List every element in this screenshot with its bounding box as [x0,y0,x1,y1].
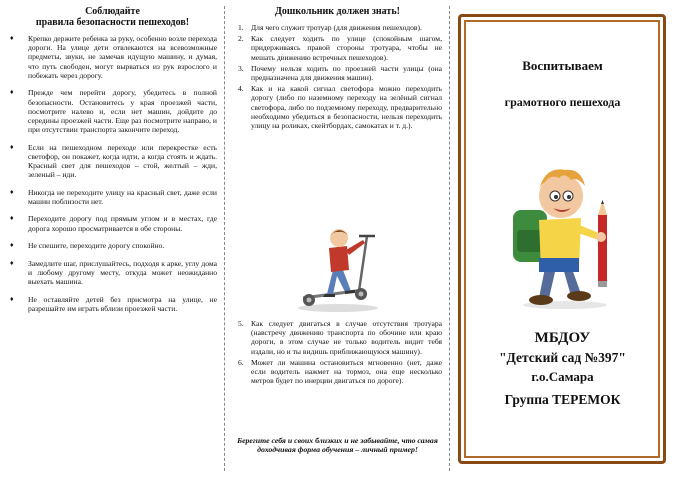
knowledge-list-bottom [233,319,442,387]
bullet-icon: ♦ [10,294,14,303]
left-panel [0,0,225,477]
slogan: Берегите себя и своих близких и не забывайте, что самая доходчивая форма обучения – личный пример! [237,436,438,455]
list-item: 5. Как следует двигаться в случае отсутствия тротуара (навстречу движению транспорта по обочине или краю дороги, в этом случае не только водитель видит тебя издали, но и ты видишь приближающуюся машину). [238,319,442,356]
list-item: ♦ Если на пешеходном переходе или перекрестке есть светофор, он покажет, когда идти, а когда стоять и ждать. Красный свет для пешеходов – стой, желтый – жди, зеленый – иди. [10,142,217,180]
list-item: 4. Как и на какой сигнал светофора можно переходить дорогу (либо по наземному переходу на зелёный сигнал светофора, либо по подземному переходу, предварительно необходимо убедиться в безопасности, нельзя переходить улицу на роликах, скейтбордах, самокатах и т. д.). [238,84,442,131]
boy-pencil-illustration [505,160,625,310]
bullet-icon: ♦ [10,214,14,223]
bullet-icon: ♦ [10,241,14,250]
left-title: Соблюдайте правила безопасности пешеходов! [35,6,190,28]
list-item: ♦ Прежде чем перейти дорогу, убедитесь в полной безопасности. Остановитесь у края проезжей части, посмотрите налево и, если нет машин, дойдите до середины проезжей части. Еще раз посмотрите направо, и при отсутствии транспорта закончите переход. [10,88,217,135]
list-item: 6. Может ли машина остановиться мгновенно (нет, даже если водитель нажмет на тормоз, она еще несколько метров будет по инерции двигаться по дороге). [238,357,442,386]
group-name: Группа ТЕРЕМОК [504,392,621,407]
list-item: ♦ Не спешите, переходите дорогу спокойно. [10,241,165,251]
middle-title: Дошкольник должен знать! [275,6,400,17]
list-item: ♦ Крепко держите ребенка за руку, особенно возле перехода дороги. На улице дети отвлекаются на всевозможные предметы, звуки, не замечая идущую машину, и думая, что путь свободен, могут вырваться из рук взрослого и побежать через дорогу. [10,34,217,80]
list-item: 3. Почему нельзя ходить по проезжей части улицы (она предназначена для движения машин). [238,63,442,83]
middle-panel [225,0,450,477]
list-item: ♦ Замедлите шаг, прислушайтесь, подходя к арке, углу дома и любому другому месту, откуда может неожиданно выехать машина. [10,258,217,287]
org-type: МБДОУ [534,330,591,346]
cover-title-line1: Воспитываем [522,58,603,73]
cover-title-line2: грамотного пешехода [504,95,621,109]
boy-scooter-illustration [293,222,383,314]
bullet-icon: ♦ [10,187,14,196]
bullet-icon: ♦ [10,88,14,97]
list-item: ♦ Переходите дорогу под прямым углом и в местах, где дорога хорошо просматривается в обе стороны. [10,214,217,233]
list-item: 2. Как следует ходить по улице (спокойным шагом, придерживаясь правой стороны тротуара, чтобы не мешать движению встречных пешеходов). [238,34,442,62]
knowledge-list-top [233,23,442,130]
safety-rules-list [8,34,217,313]
bullet-icon: ♦ [10,34,14,42]
bullet-icon: ♦ [10,142,14,151]
list-item: ♦ Не оставляйте детей без присмотра на улице, не разрешайте им играть вблизи проезжей части. [10,294,217,313]
list-item: ♦ Никогда не переходите улицу на красный свет, даже если машин поблизости нет. [10,187,217,206]
org-name: "Детский сад №397" [499,350,626,365]
bullet-icon: ♦ [10,258,14,267]
org-city: г.о.Самара [531,369,594,384]
cover-panel [450,0,675,477]
list-item: 1. Для чего служит тротуар (для движения пешеходов). [238,23,422,32]
